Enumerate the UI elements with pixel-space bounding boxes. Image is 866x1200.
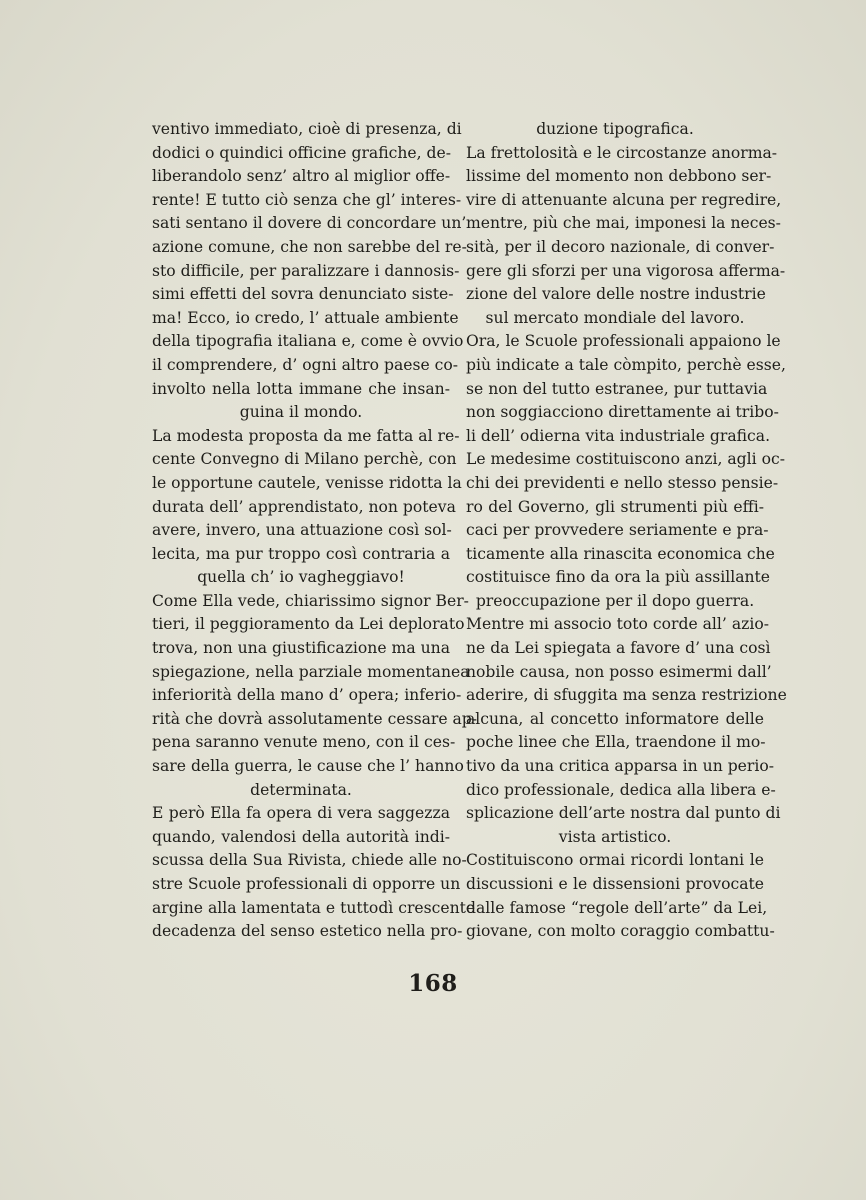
text-line: La modesta proposta da me fatta al re- — [152, 426, 460, 445]
text-line: ne da Lei spiegata a favore d’ una così — [466, 639, 771, 658]
text-line: caci per provvedere seriamente e pra- — [466, 521, 769, 540]
text-line: dodici o quindici officine grafiche, de- — [152, 143, 451, 162]
text-line: lecita, ma pur troppo così contraria a — [152, 544, 450, 563]
text-line: ro del Governo, gli strumenti più effi- — [466, 497, 764, 516]
text-line: alcuna, al concetto informatore delle — [466, 709, 764, 728]
text-line: zione del valore delle nostre industrie — [466, 285, 766, 304]
text-line: argine alla lamentata e tuttodì crescente — [152, 898, 476, 917]
text-line: tieri, il peggioramento da Lei deplorato — [152, 615, 465, 634]
text-line: discussioni e le dissensioni provocate — [466, 875, 764, 893]
text-line: ventivo immediato, cioè di presenza, di — [152, 120, 462, 138]
text-line: quella ch’ io vagheggiavo! — [197, 568, 405, 587]
text-line: preoccupazione per il dopo guerra. — [475, 591, 755, 610]
text-line: durata dell’ apprendistato, non poteva — [152, 497, 456, 516]
text-line: simi effetti del sovra denunciato siste- — [152, 285, 454, 304]
text-line: mentre, più che mai, imponesi la neces- — [466, 214, 781, 233]
text-line: se non del tutto estranee, pur tuttavia — [466, 379, 768, 398]
text-line: Ora, le Scuole professionali appaiono le — [466, 332, 781, 351]
text-line: E però Ella fa opera di vera saggezza — [152, 804, 450, 823]
text-line: cente Convegno di Milano perchè, con — [152, 450, 457, 469]
right-text-column — [466, 118, 787, 944]
left-text-column — [152, 118, 478, 944]
text-line: le opportune cautele, venisse ridotta la — [152, 473, 462, 492]
text-line: avere, invero, una attuazione così sol- — [152, 521, 452, 540]
text-line: dalle famose “regole dell’arte” da Lei, — [466, 898, 768, 917]
text-line: inferiorità della mano d’ opera; inferio- — [152, 686, 462, 705]
text-line: Come Ella vede, chiarissimo signor Ber- — [152, 591, 469, 610]
text-line: rità che dovrà assolutamente cessare ap- — [152, 709, 478, 728]
text-line: determinata. — [250, 780, 352, 799]
text-line: il comprendere, d’ ogni altro paese co- — [152, 355, 459, 374]
text-line: non soggiacciono direttamente ai tribo- — [466, 403, 779, 422]
text-line: sare della guerra, le cause che l’ hanno — [152, 757, 464, 776]
text-line: gere gli sforzi per una vigorosa afferma- — [466, 261, 786, 280]
text-line: costituisce fino da ora la più assillante — [466, 568, 771, 587]
text-line: duzione tipografica. — [536, 120, 694, 138]
text-line: vire di attenuante alcuna per regredire, — [466, 190, 782, 209]
text-line: involto nella lotta immane che insan- — [152, 379, 450, 398]
text-line: li dell’ odierna vita industriale grafica. — [466, 426, 771, 445]
text-line: Le medesime costituiscono anzi, agli oc- — [466, 450, 785, 469]
text-line: spiegazione, nella parziale momentanea — [152, 662, 470, 681]
text-line: sità, per il decoro nazionale, di conver- — [466, 237, 775, 256]
text-line: guina il mondo. — [239, 403, 363, 422]
text-line: quando, valendosi della autorità indi- — [152, 827, 450, 846]
text-line: dico professionale, dedica alla libera e- — [466, 780, 776, 799]
text-line: lissime del momento non debbono ser- — [466, 167, 772, 186]
text-line: nobile causa, non posso esimermi dall’ — [466, 662, 772, 681]
text-line: Mentre mi associo toto corde all’ azio- — [466, 615, 769, 634]
text-line: sati sentano il dovere di concordare un’ — [152, 214, 467, 233]
text-line: della tipografia italiana e, come è ovvio — [152, 332, 464, 351]
text-line: sul mercato mondiale del lavoro. — [485, 308, 745, 327]
text-line: ticamente alla rinascita economica che — [466, 544, 775, 563]
text-line: decadenza del senso estetico nella pro- — [152, 922, 463, 941]
text-line: poche linee che Ella, traendone il mo- — [466, 733, 766, 752]
text-line: liberandolo senz’ altro al miglior offe- — [152, 167, 451, 186]
text-line: azione comune, che non sarebbe del re- — [152, 237, 467, 256]
text-line: più indicate a tale còmpito, perchè esse, — [466, 355, 786, 374]
text-line: aderire, di sfuggita ma senza restrizione — [466, 686, 787, 705]
text-line: chi dei previdenti e nello stesso pensie- — [466, 473, 779, 492]
text-line: stre Scuole professionali di opporre un — [152, 875, 461, 893]
text-line: scussa della Sua Rivista, chiede alle no- — [152, 851, 467, 870]
text-line: trova, non una giustificazione ma una — [152, 639, 450, 658]
text-line: tivo da una critica apparsa in un perio- — [466, 757, 775, 776]
text-line: giovane, con molto coraggio combattu- — [466, 922, 775, 941]
text-line: sto difficile, per paralizzare i dannosis- — [152, 261, 460, 280]
text-line: splicazione dell’arte nostra dal punto di — [466, 804, 781, 823]
text-line: Costituiscono ormai ricordi lontani le — [466, 851, 764, 870]
page-number: 168 — [408, 970, 458, 997]
text-line: ma! Ecco, io credo, l’ attuale ambiente — [152, 308, 459, 327]
text-line: vista artistico. — [558, 827, 672, 846]
text-line: rente! E tutto ciò senza che gl’ interes- — [152, 190, 462, 209]
text-line: pena saranno venute meno, con il ces- — [152, 733, 456, 752]
text-line: La frettolosità e le circostanze anorma- — [466, 143, 778, 162]
